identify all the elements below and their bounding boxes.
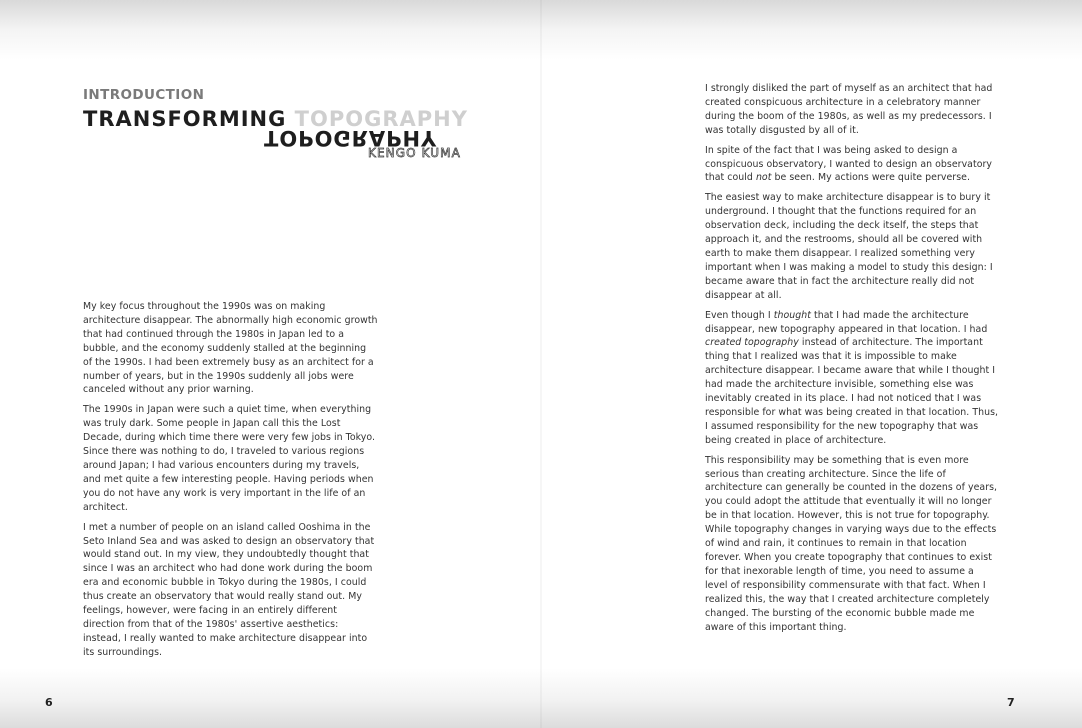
chapter-title-main: TRANSFORMING: [83, 107, 287, 131]
page-number-right: 7: [1007, 696, 1015, 709]
paragraph: The easiest way to make architecture disappear is to bury it underground. I thought that the functions required for an observation deck, including the deck itself, the steps that approach it, and the restrooms, should all be covered with earth to make them disappear. I realized something very important when I was making a model to study this design: I became aware that in fact the architecture really did not disappear at all.: [705, 192, 993, 301]
page-number-left: 6: [45, 696, 53, 709]
left-body-text: [83, 300, 378, 666]
paragraph: Even though I thought that I had made the architecture disappear, new topography appeared in that location. I had created topography instead of architecture. The important thing that I realized was that it is impossible to make architecture disappear. I became aware that while I thought I had made the architecture invisible, something else was inevitably created in its place. I had not noticed that I was responsible for what was being created in that location. Thus, I assumed responsibility for the new topography that was being created in place of architecture.: [705, 309, 999, 446]
paragraph: In spite of the fact that I was being asked to design a conspicuous observatory, I wanted to design an observatory that could not be seen. My actions were quite perverse.: [705, 144, 992, 184]
author-name: KENGO KUMA: [368, 146, 461, 160]
paragraph: The 1990s in Japan were such a quiet time, when everything was truly dark. Some people in Japan call this the Lost Decade, during which time there were very few jobs in Tokyo. Since there was nothing to do, I traveled to various regions around Japan; I had various encounters during my travels, and met quite a few interesting people. Having periods when you do not have any work is very important in the life of an architect.: [83, 404, 376, 513]
chapter-title-ghost: TOPOGRAPHY: [294, 107, 468, 131]
chapter-title-mirrored: TOPOGRAPHY: [264, 126, 438, 150]
emphasis: created topography: [705, 337, 799, 349]
emphasis: thought: [773, 309, 811, 321]
paragraph: This responsibility may be something that is even more serious than creating architecture. Since the life of architecture can generally be counted in the dozens of years, you could adopt the attitude that eventually it will no longer be in that location. However, this is not true for topography. While topography changes in varying ways due to the effects of wind and rain, it continues to remain in that location forever. When you create topography that continues to exist for that inexorable length of time, you need to assume a level of responsibility commensurate with that fact. When I realized this, the way that I created architecture completely changed. The bursting of the economic bubble made me aware of this important thing.: [705, 454, 998, 633]
emphasis: not: [755, 172, 772, 184]
paragraph: My key focus throughout the 1990s was on making architecture disappear. The abnormally high economic growth that had continued through the 1980s in Japan led to a bubble, and the economy suddenly stalled at the beginning of the 1990s. I had been extremely busy as an architect for a number of years, but in the 1990s suddenly all jobs were canceled without any prior warning.: [83, 301, 378, 396]
chapter-kicker: INTRODUCTION: [83, 87, 205, 103]
paragraph: I met a number of people on an island called Ooshima in the Seto Inland Sea and was asked to design an observatory that would stand out. In my view, they undoubtedly thought that since I was an architect who had done work during the boom era and economic bubble in Tokyo during the 1980s, I could thus create an observatory that would really stand out. My feelings, however, were facing in an entirely different direction from that of the 1980s' assertive aesthetics: instead, I really wanted to make architecture disappear into its surroundings.: [83, 521, 375, 658]
right-body-text: [705, 82, 999, 640]
paragraph: I strongly disliked the part of myself as an architect that had created conspicuous architecture in a celebratory manner during the boom of the 1980s, as well as my predecessors. I was totally disgusted by all of it.: [705, 83, 993, 136]
right-page: [541, 0, 1082, 728]
